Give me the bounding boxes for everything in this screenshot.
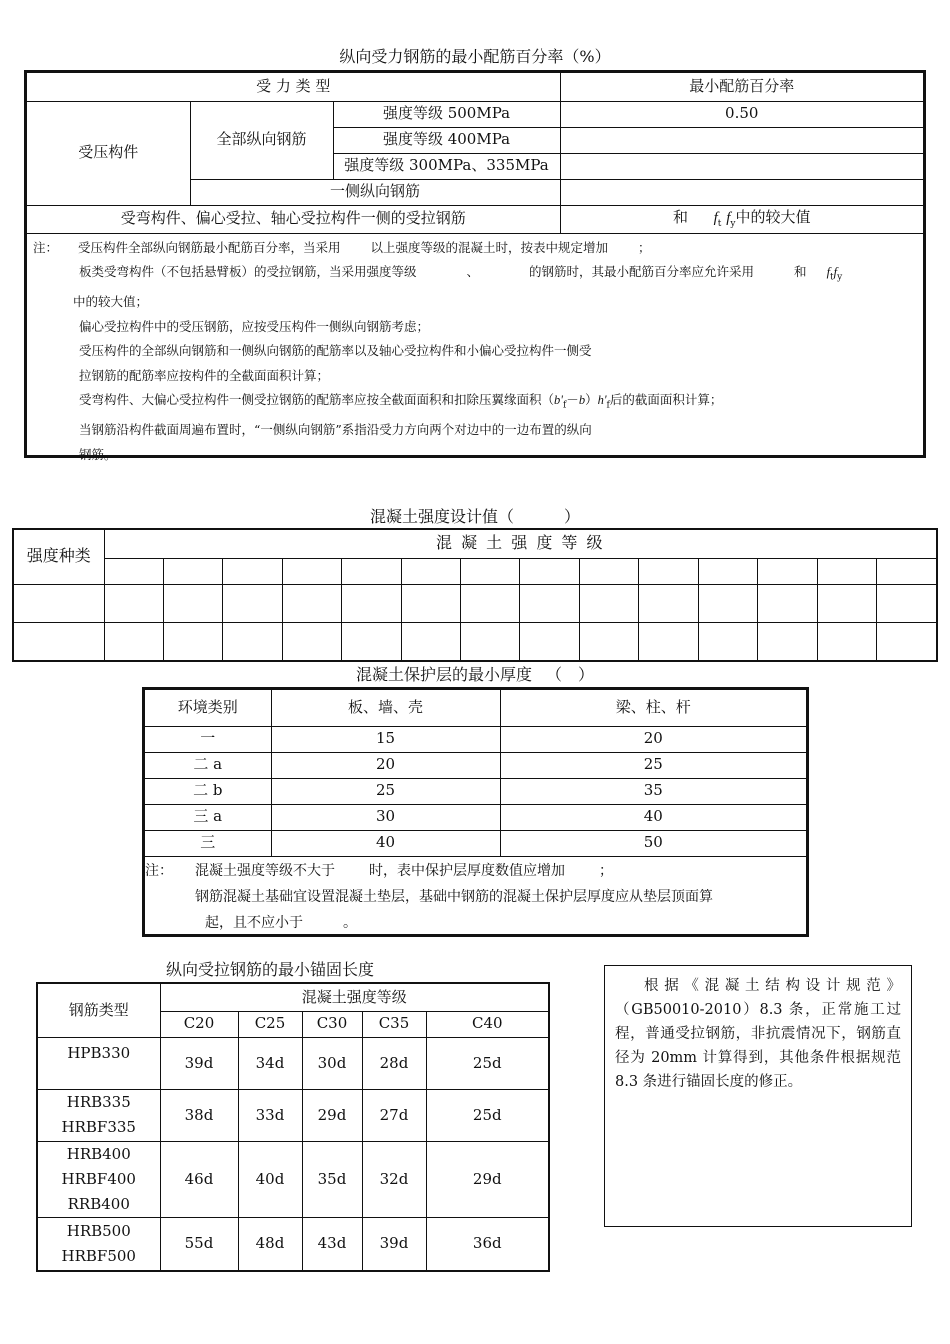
anchorage-value: 33d [238, 1089, 302, 1141]
table-row [145, 752, 806, 778]
grade-300-label: 强度等级 300MPa、335MPa [333, 153, 560, 179]
cover-thickness-frame [142, 687, 809, 937]
note-5: 受弯构件、大偏心受拉构件一侧受拉钢筋的配筋率应按全截面面积和扣除压翼缘面积$(b'_f-b)h'_f$后的截面面积计算； [79, 392, 723, 411]
grid-cell [14, 584, 104, 622]
cover-note-1b: 时，表中保护层厚度数值应增加 [369, 862, 565, 879]
anchorage-value: 25d [426, 1037, 548, 1089]
all-longitudinal-label: 全部纵向钢筋 [190, 101, 333, 179]
table-row [145, 778, 806, 804]
anchorage-value: 27d [362, 1089, 426, 1141]
grid-cell [520, 584, 579, 622]
grade-header: C40 [426, 1011, 548, 1037]
note-label: 注： [33, 239, 59, 255]
grid-cell [579, 584, 638, 622]
table3-notes [145, 857, 806, 936]
anchorage-value: 28d [362, 1037, 426, 1089]
bar-type: HPB330 [38, 1037, 160, 1089]
cover-value: 40 [271, 830, 500, 856]
grade-header: C35 [362, 1011, 426, 1037]
header-beam-column: 梁、柱、杆 [500, 690, 806, 726]
header-min-ratio: 最小配筋百分率 [560, 73, 923, 101]
table-row [38, 1089, 548, 1141]
anchorage-value: 43d [302, 1218, 362, 1270]
grid-cell [104, 622, 163, 660]
grade-header: C25 [238, 1011, 302, 1037]
table1-frame [24, 70, 926, 462]
note-1c: ； [638, 239, 651, 255]
anchorage-value: 46d [160, 1142, 238, 1218]
bar-type: HRB335 HRBF335 [38, 1089, 160, 1141]
grid-cell [698, 558, 757, 584]
grid-cell [461, 584, 520, 622]
table2-title: 混凝土强度设计值（ ） [369, 507, 581, 526]
anchorage-value: 39d [362, 1218, 426, 1270]
cover-value: 20 [271, 752, 500, 778]
cover-note-2b: 起，且不应小于 [205, 914, 303, 931]
grid-cell [282, 558, 341, 584]
anchorage-value: 29d [302, 1089, 362, 1141]
cover-note-1a: 混凝土强度等级不大于 [195, 862, 335, 879]
table-row [145, 804, 806, 830]
grid-cell [698, 584, 757, 622]
environment-class: 二 b [145, 778, 271, 804]
grid-cell [401, 622, 460, 660]
header-environment: 环境类别 [145, 690, 271, 726]
grid-cell [876, 584, 936, 622]
grid-cell [401, 584, 460, 622]
table-row [145, 830, 806, 856]
grade-400-label: 强度等级 400MPa [333, 127, 560, 153]
grid-cell [14, 622, 104, 660]
grid-cell [223, 558, 282, 584]
grid-cell [817, 622, 876, 660]
grid-cell [282, 622, 341, 660]
anchorage-length-table [38, 984, 548, 1270]
grid-cell [163, 584, 222, 622]
grid-cell [639, 622, 698, 660]
environment-class: 一 [145, 726, 271, 752]
cover-value: 15 [271, 726, 500, 752]
note-3: 偏心受拉构件中的受压钢筋，应按受压构件一侧纵向钢筋考虑； [79, 318, 430, 334]
anchorage-value: 34d [238, 1037, 302, 1089]
table-row [38, 1142, 548, 1218]
grid-cell [758, 584, 817, 622]
note-label: 注： [145, 862, 173, 879]
note-6b: 钢筋。 [79, 446, 117, 462]
grid-cell [223, 584, 282, 622]
grid-cell [579, 622, 638, 660]
concrete-strength-grid [14, 530, 936, 660]
anchorage-value: 39d [160, 1037, 238, 1089]
grade-500-label: 强度等级 500MPa [333, 101, 560, 127]
table-row [145, 726, 806, 752]
grade-400-value [560, 127, 923, 153]
grade-header: C20 [160, 1011, 238, 1037]
grid-cell [342, 558, 401, 584]
cover-value: 20 [500, 726, 806, 752]
concrete-strength-table [12, 528, 938, 662]
grid-cell [639, 558, 698, 584]
grid-cell [401, 558, 460, 584]
anchorage-value: 36d [426, 1218, 548, 1270]
cover-thickness-table [145, 690, 806, 857]
table1-notes: 注： 受压构件全部纵向钢筋最小配筋百分率，当采用 以上强度等级的混凝土时，按表中规定增加 ； 板类受弯构件（不包括悬臂板）的受拉钢筋，当采用强度等级 、 的钢筋时，其最小配筋百分率应允许采用 和 $f_tf_y$ 中的较大值； 偏心受拉构件中的受压钢筋，应按受压构件一侧纵向钢筋考虑； 受压构件的全部纵向钢筋和一侧纵向钢筋的配筋率以及轴心受拉构件和小偏心受拉构件一侧受 拉钢筋的配筋率应按构件的全截面面积计算； 受弯构件、大偏心受拉构件一侧受拉钢筋的配筋率应按全截面面积和扣除压翼缘面积$(b'_f-b)h'_f$后的截面面积计算； 当钢筋沿构件截面周遍布置时，“一侧纵向钢筋”系指沿受力方向两个对边中的一边布置的纵向 钢筋。 [27, 234, 923, 468]
table1-title: 纵向受力钢筋的最小配筋百分率（%） [339, 47, 611, 66]
cover-value: 50 [500, 830, 806, 856]
note-1a: 受压构件全部纵向钢筋最小配筋百分率，当采用 [78, 239, 341, 255]
grid-cell [104, 584, 163, 622]
cover-note-1c: ； [599, 862, 613, 879]
anchorage-value: 35d [302, 1142, 362, 1218]
header-strength-kind: 强度种类 [14, 530, 104, 584]
bar-type: HRB500 HRBF500 [38, 1218, 160, 1270]
header-concrete-grade: 混 凝 土 强 度 等 级 [104, 530, 936, 558]
grade-500-value: 0.50 [560, 101, 923, 127]
grid-cell [342, 622, 401, 660]
table-row [38, 1218, 548, 1270]
grid-cell [163, 622, 222, 660]
grid-cell [520, 558, 579, 584]
cover-value: 25 [271, 778, 500, 804]
note-2a: 板类受弯构件（不包括悬臂板）的受拉钢筋，当采用强度等级 [79, 264, 417, 279]
anchorage-value: 38d [160, 1089, 238, 1141]
anchorage-note-box: 根据《混凝土结构设计规范》（GB50010-2010）8.3 条，正常施工过程，普通受拉钢筋，非抗震情况下，钢筋直径为 20mm 计算得到，其他条件根据规范 8.3 条进行锚固长度的修正。 [604, 965, 912, 1227]
header-concrete-grade: 混凝土强度等级 [160, 984, 548, 1011]
grid-cell [817, 584, 876, 622]
table4-title: 纵向受拉钢筋的最小锚固长度 [166, 960, 375, 979]
anchorage-value: 32d [362, 1142, 426, 1218]
grid-cell [758, 558, 817, 584]
grid-cell [639, 584, 698, 622]
cover-value: 35 [500, 778, 806, 804]
grid-cell [520, 622, 579, 660]
table3-title: 混凝土保护层的最小厚度 （ ） [355, 665, 595, 684]
flexural-member-value: 和 $f_t$ $f_y$中的较大值 [560, 205, 923, 233]
grid-cell [876, 622, 936, 660]
grid-cell [282, 584, 341, 622]
grid-cell [698, 622, 757, 660]
grid-cell [163, 558, 222, 584]
anchorage-value: 29d [426, 1142, 548, 1218]
environment-class: 三 [145, 830, 271, 856]
note-2c: 的钢筋时，其最小配筋百分率应允许采用 [529, 264, 755, 279]
note-2b: 、 [466, 264, 480, 279]
environment-class: 三 a [145, 804, 271, 830]
grid-cell [461, 558, 520, 584]
cover-value: 40 [500, 804, 806, 830]
flexural-member-label: 受弯构件、偏心受拉、轴心受拉构件一侧的受拉钢筋 [27, 205, 560, 233]
min-reinforcement-table [27, 73, 923, 234]
cover-value: 25 [500, 752, 806, 778]
note-6a: 当钢筋沿构件截面周遍布置时，“一侧纵向钢筋”系指沿受力方向两个对边中的一边布置的纵向 [79, 422, 592, 437]
anchorage-value: 55d [160, 1218, 238, 1270]
header-bar-type: 钢筋类型 [38, 984, 160, 1037]
anchorage-value: 40d [238, 1142, 302, 1218]
compression-member-label: 受压构件 [27, 101, 190, 205]
grid-cell [876, 558, 936, 584]
grade-header: C30 [302, 1011, 362, 1037]
header-force-type: 受 力 类 型 [27, 73, 560, 101]
grid-cell [223, 622, 282, 660]
environment-class: 二 a [145, 752, 271, 778]
note-2d: 和 [794, 264, 807, 279]
cover-note-2a: 钢筋混凝土基础宜设置混凝土垫层，基础中钢筋的混凝土保护层厚度应从垫层顶面算 [195, 888, 713, 905]
table-row [38, 1037, 548, 1089]
note-1b: 以上强度等级的混凝土时，按表中规定增加 [370, 239, 609, 255]
grid-cell [758, 622, 817, 660]
note-4a: 受压构件的全部纵向钢筋和一侧纵向钢筋的配筋率以及轴心受拉构件和小偏心受拉构件一侧受 [79, 343, 592, 358]
one-side-value [560, 179, 923, 205]
anchorage-value: 30d [302, 1037, 362, 1089]
note-2e: 中的较大值； [73, 294, 149, 309]
grid-cell [579, 558, 638, 584]
grid-cell [817, 558, 876, 584]
bar-type: HRB400 HRBF400 RRB400 [38, 1142, 160, 1218]
anchorage-value: 48d [238, 1218, 302, 1270]
cover-value: 30 [271, 804, 500, 830]
anchorage-length-frame [36, 982, 550, 1272]
one-side-label: 一侧纵向钢筋 [190, 179, 560, 205]
grid-cell [461, 622, 520, 660]
grid-cell [104, 558, 163, 584]
header-slab-wall: 板、墙、壳 [271, 690, 500, 726]
cover-note-2c: 。 [343, 914, 357, 931]
grade-300-value [560, 153, 923, 179]
grid-cell [342, 584, 401, 622]
note-4b: 拉钢筋的配筋率应按构件的全截面面积计算； [79, 367, 330, 383]
anchorage-value: 25d [426, 1089, 548, 1141]
